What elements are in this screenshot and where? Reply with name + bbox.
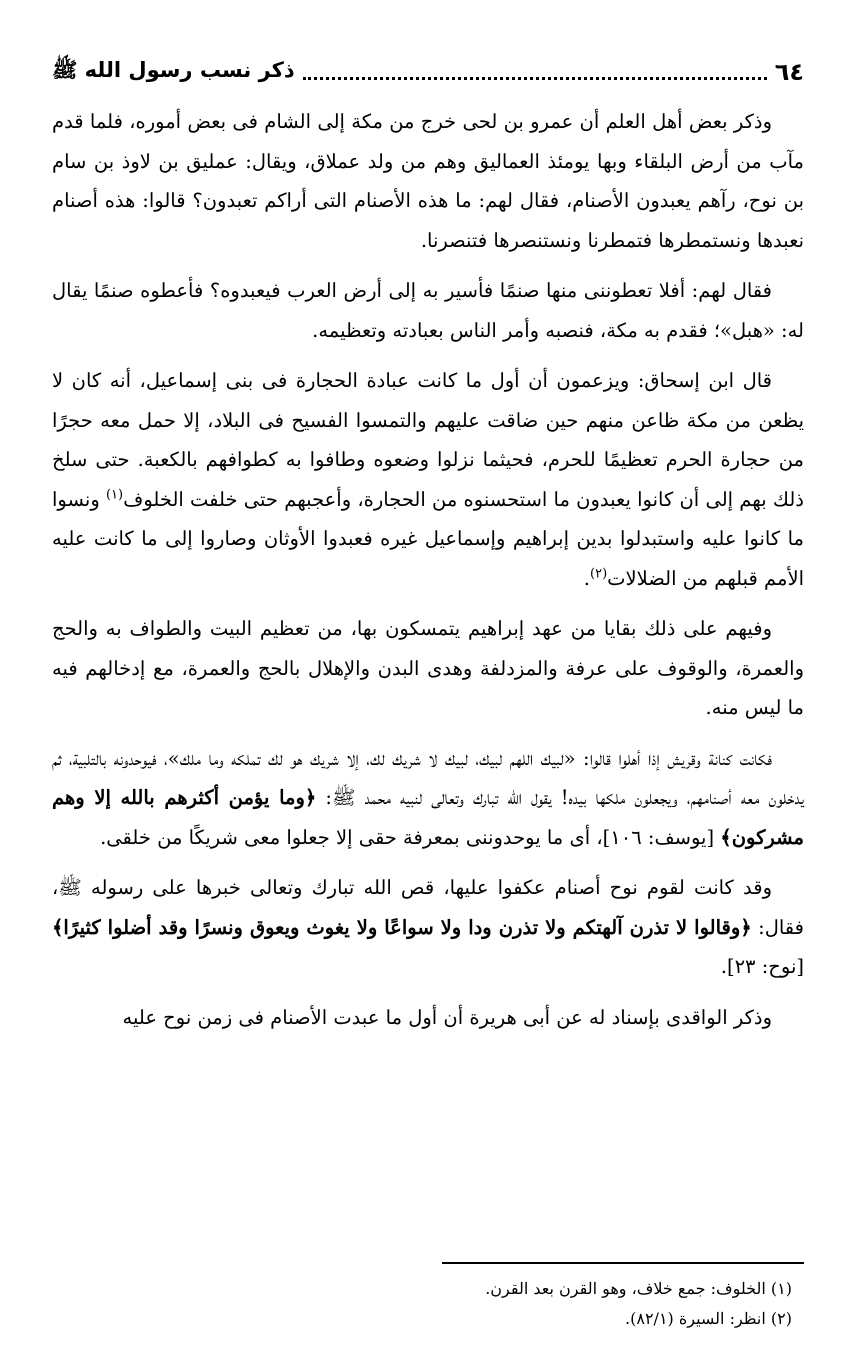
- footnote-2: (٢) انظر: السيرة (٨٢/١).: [625, 1309, 792, 1328]
- paragraph-5-citation: [يوسف: ١٠٦]، أى ما يوحدوننى بمعرفة حقى إلا جعلوا معى شريكًا من خلقى.: [100, 825, 721, 849]
- footnote-ref-1[interactable]: (١): [105, 487, 124, 502]
- paragraph-6-text: وقد كانت لقوم نوح أصنام عكفوا عليها، قص الله تبارك وتعالى خبرها على رسوله ﷺ، فقال:: [52, 876, 804, 939]
- paragraph-7: وذكر الواقدى بإسناد له عن أبى هريرة أن أول ما عبدت الأصنام فى زمن نوح عليه: [122, 1005, 772, 1029]
- page-header: [52, 52, 804, 92]
- footnote-1: (١) الخلوف: جمع خلاف، وهو القرن بعد القرن.: [485, 1279, 792, 1298]
- footnotes: [52, 1274, 792, 1334]
- main-text: [52, 102, 804, 1048]
- paragraph-3-text-c: .: [583, 566, 590, 590]
- paragraph-3: [52, 361, 804, 598]
- footnote-divider: [442, 1262, 804, 1264]
- paragraph-5: [52, 739, 804, 858]
- paragraph-2: فقال لهم: أفلا تعطوننى منها صنمًا فأسير به إلى أرض العرب فيعبدوه؟ فأعطوه صنمًا يقال له: «هبل»؛ فقدم به مكة، فنصبه وأمر الناس بعبادته وتعظيمه.: [52, 279, 804, 342]
- paragraph-6-citation: [نوح: ٢٣].: [720, 955, 804, 978]
- quran-verse-nuh: ﴿وقالوا لا تذرن آلهتكم ولا تذرن ودا ولا سواعًا ولا يغوث ويعوق ونسرًا وقد أضلوا كثيرًا﴾: [52, 915, 752, 939]
- page-number: ٦٤: [774, 58, 804, 86]
- paragraph-1: وذكر بعض أهل العلم أن عمرو بن لحى خرج من مكة إلى الشام فى بعض أموره، فلما قدم مآب من أرض البلقاء وبها يومئذ العماليق وهم من ولد عملاق، ويقال: عمليق بن لاوذ بن سام بن نوح، رآهم يعبدون الأصنام، فقال لهم: ما هذه الأصنام التى أراكم تعبدون؟ قالوا: هذه أصنام نعبدها ونستمطرها فتمطرنا ونستنصرها فتنصرنا.: [52, 110, 804, 252]
- paragraph-5-text: فكانت كنانة وقريش إذا أهلوا قالوا: «لبيك اللهم لبيك، لبيك لا شريك لك، إلا شريك هو لك تملكه وما ملك»، فيوحدونه بالتلبية، ثم يدخلون معه أصنامهم، ويجعلون ملكها بيده! يقول الله تبارك وتعالى لنبيه محمد ﷺ:: [52, 746, 804, 809]
- paragraph-3-text-b: ونسوا ما كانوا عليه واستبدلوا بدين إبراهيم وإسماعيل غيره فعبدوا الأوثان وصاروا إلى ما كانت عليه الأمم قبلهم من الضلالات: [52, 487, 804, 590]
- running-title: ذكر نسب رسول الله ﷺ: [52, 57, 295, 82]
- paragraph-6: [52, 868, 804, 987]
- paragraph-4: وفيهم على ذلك بقايا من عهد إبراهيم يتمسكون بها، من تعظيم البيت والطواف به والحج والعمرة، والوقوف على عرفة والمزدلفة وهدى البدن والإهلال بالحج والعمرة، مع إدخالهم فيه ما ليس منه.: [52, 617, 804, 719]
- paragraph-3-text-a: قال ابن إسحاق: ويزعمون أن أول ما كانت عبادة الحجارة فى بنى إسماعيل، أنه كان لا يظعن من مكة ظاعن منهم حين ضاقت عليهم والتمسوا الفسيح فى البلاد، إلا حمل معه حجرًا من حجارة الحرم تعظيمًا للحرم، فحيثما نزلوا وضعوه وطافوا به كطوافهم بالكعبة. حتى سلخ ذلك بهم إلى أن كانوا يعبدون ما استحسنوه من الحجارة، وأعجبهم حتى خلفت الخلوف: [52, 369, 804, 511]
- header-leader-dots: [303, 77, 767, 80]
- quran-verse-yusuf: ﴿وما يؤمن أكثرهم بالله إلا وهم مشركون﴾: [52, 786, 804, 849]
- footnote-ref-2[interactable]: (٢): [590, 566, 608, 581]
